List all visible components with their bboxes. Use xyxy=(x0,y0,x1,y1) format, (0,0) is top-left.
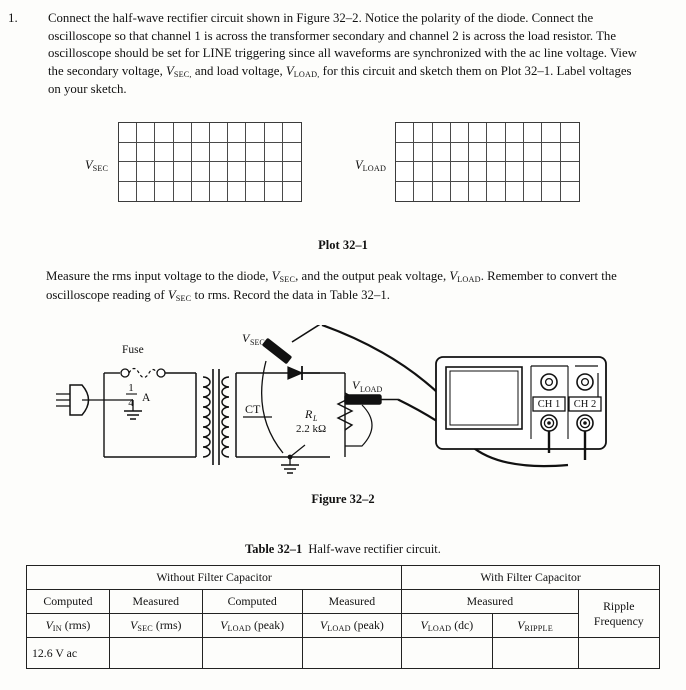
plot-cell xyxy=(487,143,505,163)
plot-cell xyxy=(506,182,524,202)
quantity-header-vload-peak-measured: $V_{LOAD}$ (peak) xyxy=(302,614,402,638)
plot-cell xyxy=(174,143,192,163)
vload-probe-ground-lead xyxy=(345,405,372,446)
plot-cell xyxy=(210,123,228,143)
vload-circuit-label xyxy=(352,378,382,394)
quantity-header-vsec: $V_{SEC}$ (rms) xyxy=(109,614,202,638)
plot-cell xyxy=(265,143,283,163)
cell-vload-peak-computed-value[interactable] xyxy=(202,638,302,669)
ripple-line-1: Ripple xyxy=(603,598,635,613)
table-group-header-row xyxy=(27,566,660,590)
plot-cell xyxy=(228,123,246,143)
plot-cell xyxy=(155,143,173,163)
plot-cell xyxy=(451,123,469,143)
svg-text:R: R xyxy=(305,407,313,421)
plot-cell xyxy=(451,162,469,182)
plot-cell xyxy=(542,143,560,163)
oscilloscope-screen xyxy=(446,367,522,429)
plot-cell xyxy=(119,123,137,143)
plot-right-label xyxy=(355,158,386,173)
plot-cell xyxy=(506,143,524,163)
para2-vsec-subscript: SEC xyxy=(279,275,296,284)
plot-cell xyxy=(396,162,414,182)
plot-cell xyxy=(451,182,469,202)
sub-header-ripple-frequency xyxy=(578,590,659,638)
ct-label: CT xyxy=(245,402,261,416)
para2-part-2: , and the output peak voltage, xyxy=(295,269,450,283)
plot-right-label-subscript: LOAD xyxy=(362,164,387,173)
table-sub-header-row xyxy=(27,590,660,614)
plot-cell xyxy=(283,182,301,202)
table-data-row xyxy=(27,638,660,669)
vsec-symbol: V xyxy=(165,63,174,78)
plot-cell xyxy=(246,143,264,163)
transformer-primary xyxy=(196,373,210,457)
plot-left-label xyxy=(85,158,108,173)
plot-right-label-symbol: V xyxy=(355,158,363,172)
vsec-subscript: SEC, xyxy=(173,69,192,79)
para2-part-1: Measure the rms input voltage to the diode, xyxy=(46,269,272,283)
plot-cell xyxy=(283,123,301,143)
plot-cell xyxy=(228,182,246,202)
plot-cell xyxy=(137,123,155,143)
plot-cell xyxy=(433,162,451,182)
plot-cell xyxy=(155,123,173,143)
quantity-header-vload-peak-computed: $V_{LOAD}$ (peak) xyxy=(202,614,302,638)
svg-text:1: 1 xyxy=(128,382,134,394)
plot-cell xyxy=(137,182,155,202)
group-header-with-filter: With Filter Capacitor xyxy=(402,566,660,590)
plot-cell xyxy=(506,162,524,182)
plot-cell xyxy=(542,162,560,182)
plot-cell xyxy=(137,162,155,182)
para2-vload-subscript: LOAD xyxy=(457,275,481,284)
svg-text:A: A xyxy=(142,392,151,404)
plot-cell xyxy=(283,162,301,182)
plot-cell xyxy=(414,123,432,143)
ac-plug-icon xyxy=(56,385,104,415)
sub-header-measured-2: Measured xyxy=(302,590,402,614)
ground-symbol-secondary xyxy=(281,445,305,473)
plot-cell xyxy=(228,143,246,163)
plot-cell xyxy=(155,162,173,182)
cell-vload-dc-value[interactable] xyxy=(402,638,492,669)
plot-cell xyxy=(524,123,542,143)
svg-text:LOAD: LOAD xyxy=(360,385,383,394)
plot-cell xyxy=(174,162,192,182)
transformer-core xyxy=(213,369,219,465)
plot-cell xyxy=(487,162,505,182)
plot-cell xyxy=(155,182,173,202)
vload-symbol: V xyxy=(285,63,294,78)
plot-cell xyxy=(524,162,542,182)
plot-cell xyxy=(451,143,469,163)
vload-subscript: LOAD, xyxy=(293,69,320,79)
table-quantity-header-row xyxy=(27,614,660,638)
vsec-probe-ground-lead xyxy=(262,361,283,453)
plot-cell xyxy=(414,182,432,202)
quantity-header-vload-dc: $V_{LOAD}$ (dc) xyxy=(402,614,492,638)
ch1-label: CH 1 xyxy=(537,399,561,410)
plot-cell xyxy=(192,143,210,163)
svg-text:4: 4 xyxy=(128,397,134,409)
plot-cell xyxy=(210,143,228,163)
sub-header-measured-1: Measured xyxy=(109,590,202,614)
plot-cell xyxy=(246,182,264,202)
para2-vsec2-subscript: SEC xyxy=(175,293,192,303)
plot-cell xyxy=(174,123,192,143)
plot-grid-vload-cells xyxy=(395,122,580,202)
table-caption-number: Table 32–1 xyxy=(245,542,303,556)
plot-cell xyxy=(433,123,451,143)
para2-vsec2-symbol: V xyxy=(167,287,176,302)
resistor-label xyxy=(296,407,326,435)
plot-cell xyxy=(396,182,414,202)
plot-cell xyxy=(119,182,137,202)
fuse-label: Fuse xyxy=(122,344,144,356)
plot-cell xyxy=(174,182,192,202)
plot-cell xyxy=(524,143,542,163)
sub-header-computed-2: Computed xyxy=(202,590,302,614)
plot-cell xyxy=(137,143,155,163)
plot-cell xyxy=(506,123,524,143)
plot-cell xyxy=(414,143,432,163)
plot-cell xyxy=(246,123,264,143)
step-number: 1. xyxy=(8,10,18,25)
plot-cell xyxy=(192,182,210,202)
plot-cell xyxy=(246,162,264,182)
ch2-label: CH 2 xyxy=(573,399,597,410)
plot-left-label-symbol: V xyxy=(85,158,93,172)
quantity-header-vin: $V_{IN}$ (rms) xyxy=(27,614,110,638)
svg-text:V: V xyxy=(352,378,360,392)
group-header-without-filter: Without Filter Capacitor xyxy=(27,566,402,590)
plot-cell xyxy=(192,162,210,182)
plot-cell xyxy=(119,143,137,163)
plot-cell xyxy=(469,123,487,143)
table-caption xyxy=(0,542,686,557)
plot-cell xyxy=(210,162,228,182)
plot-cell xyxy=(487,182,505,202)
svg-text:V: V xyxy=(242,331,250,345)
cell-vin-value[interactable]: 12.6 V ac xyxy=(27,638,110,669)
plot-left-label-subscript: SEC xyxy=(92,164,109,173)
plot-cell xyxy=(469,143,487,163)
ch2-knob xyxy=(577,374,593,390)
plot-cell xyxy=(561,162,579,182)
plot-cell xyxy=(414,162,432,182)
plot-cell xyxy=(228,162,246,182)
plot-grid-vload xyxy=(395,122,580,202)
quantity-header-vripple: $V_{RIPPLE}$ xyxy=(492,614,578,638)
sub-header-computed-1: Computed xyxy=(27,590,110,614)
plot-cell xyxy=(433,143,451,163)
plot-cell xyxy=(283,143,301,163)
plot-cell xyxy=(396,143,414,163)
cell-vsec-value[interactable] xyxy=(109,638,202,669)
ch1-knob xyxy=(541,374,557,390)
para2-vsec-symbol: V xyxy=(271,269,280,283)
para2-part-3: . Remember to convert the oscilloscope reading of xyxy=(46,269,617,302)
plot-cell xyxy=(561,182,579,202)
plot-cell xyxy=(265,182,283,202)
plot-cell xyxy=(119,162,137,182)
plot-cell xyxy=(542,182,560,202)
cell-vload-peak-measured-value[interactable] xyxy=(302,638,402,669)
plot-cell xyxy=(433,182,451,202)
plot-cell xyxy=(469,182,487,202)
data-table xyxy=(26,565,660,669)
plot-cell xyxy=(487,123,505,143)
plot-cell xyxy=(469,162,487,182)
cell-vripple-value[interactable] xyxy=(492,638,578,669)
plot-grid-vsec-cells xyxy=(118,122,302,202)
plot-cell xyxy=(524,182,542,202)
figure-caption: Figure 32–2 xyxy=(311,492,375,506)
vload-probe-connector xyxy=(345,395,398,404)
fuse-symbol xyxy=(121,369,165,378)
svg-text:L: L xyxy=(313,414,318,423)
plot-grid-vsec xyxy=(118,122,302,202)
plot-cell xyxy=(561,143,579,163)
vsec-probe-connector xyxy=(263,325,322,363)
para2-part-4: to rms. Record the data in Table 32–1. xyxy=(191,287,390,302)
svg-text:2.2 kΩ: 2.2 kΩ xyxy=(296,423,327,435)
plot-cell xyxy=(210,182,228,202)
para2-vload-symbol: V xyxy=(449,269,458,283)
step-text-part-3: for this circuit and sketch them on Plot 32–1. Label voltages on your sketch. xyxy=(48,63,632,97)
diode-symbol xyxy=(288,366,302,380)
sub-header-measured-3: Measured xyxy=(402,590,578,614)
plot-cell xyxy=(192,123,210,143)
circuit-diagram xyxy=(0,325,686,495)
ground-symbol-plug xyxy=(104,400,142,419)
ripple-line-2: Frequency xyxy=(593,613,644,628)
cell-ripple-frequency-value[interactable] xyxy=(578,638,659,669)
ch2-bnc-jack xyxy=(577,415,593,431)
step-text-part-1: Connect the half-wave rectifier circuit shown in Figure 32–2. Notice the polarity of the diode. Connect the oscilloscope so that channel 1 is across the transformer secondary and channel 2 is across the load resistor. The oscilloscope should be set for LINE triggering since all waveforms are synchronized with the ac line voltage. View the secondary voltage, xyxy=(48,11,637,78)
transformer-secondary xyxy=(222,373,236,457)
plot-cell xyxy=(542,123,560,143)
plot-cell xyxy=(396,123,414,143)
fuse-rating-label xyxy=(126,382,151,409)
table-caption-text: Half-wave rectifier circuit. xyxy=(308,542,441,556)
step-instruction-text xyxy=(48,10,646,99)
vsec-circuit-label xyxy=(242,331,265,347)
plot-caption: Plot 32–1 xyxy=(318,238,368,252)
plot-cell xyxy=(561,123,579,143)
measure-instruction-text xyxy=(46,268,661,305)
plot-cell xyxy=(265,123,283,143)
ch1-bnc-jack xyxy=(541,415,557,431)
svg-text:SEC: SEC xyxy=(250,338,265,347)
plot-cell xyxy=(265,162,283,182)
step-text-part-2: and load voltage, xyxy=(191,63,286,78)
